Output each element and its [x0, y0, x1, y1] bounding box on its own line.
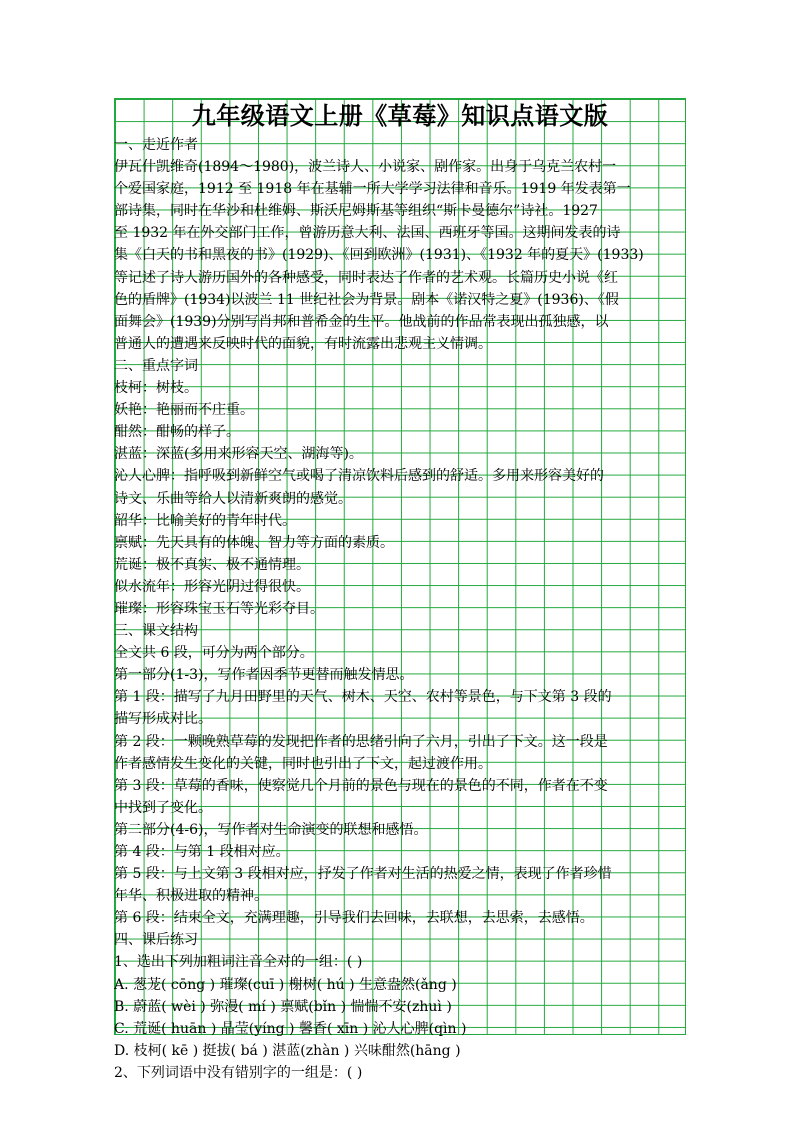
text-line: 第 6 段：结束全文，充满理趣，引导我们去回味，去联想，去思索，去感悟。	[114, 910, 594, 927]
text-line: 诗文、乐曲等给人以清新爽朗的感觉。	[114, 490, 352, 507]
text-line: 面舞会》(1939)分别写肖邦和普希金的生平。他战前的作品常表现出孤独感，以	[114, 313, 609, 330]
text-line: 集《白天的书和黑夜的书》(1929)、《回到欧洲》(1931)、《1932 年的夏天》(1933)	[114, 247, 644, 264]
text-line: 第 5 段：与上文第 3 段相对应，抒发了作者对生活的热爱之情，表现了作者珍惜	[114, 866, 612, 883]
text-line: 第二部分(4-6)，写作者对生命演变的联想和感悟。	[114, 821, 428, 838]
text-line: 部诗集，同时在华沙和杜维姆、斯沃尼姆斯基等组织“斯卡曼德尔”诗社。1927	[114, 203, 598, 220]
text-line: 三、课文结构	[114, 623, 198, 640]
text-line: 沁人心脾：指呼吸到新鲜空气或喝了清凉饮料后感到的舒适。多用来形容美好的	[114, 468, 604, 485]
document-title: 九年级语文上册《草莓》知识点语文版	[191, 101, 609, 130]
text-line: 个爱国家庭，1912 至 1918 年在基辅一所大学学习法律和音乐。1919 年发表第一	[114, 181, 631, 198]
text-line: A. 葱茏( cōng ) 璀璨(cuī ) 榭树( hú ) 生意盎然(ǎng )	[114, 976, 457, 993]
text-line: B. 蔚蓝( wèi ) 弥漫( mí ) 禀赋(bǐn ) 惴惴不安(zhuì )	[114, 998, 452, 1015]
text-line: C. 荒诞( huān ) 晶莹(yíng ) 馨香( xīn ) 沁人心脾(qìn )	[114, 1020, 467, 1037]
text-line: 伊瓦什凯维奇(1894～1980)，波兰诗人、小说家、剧作家。出身于乌克兰农村一	[114, 159, 617, 176]
text-line: 中找到了变化。	[114, 799, 212, 816]
text-line: 四、课后练习	[114, 932, 198, 949]
text-line: 璀璨：形容珠宝玉石等光彩夺目。	[114, 600, 324, 617]
text-line: 妖艳：艳丽而不庄重。	[114, 402, 254, 419]
text-line: 韶华：比喻美好的青年时代。	[114, 512, 296, 529]
text-line: 2、下列词语中没有错别字的一组是：( )	[114, 1064, 363, 1081]
text-line: 一、走近作者	[114, 137, 198, 153]
text-line: 全文共 6 段，可分为两个部分。	[114, 645, 314, 662]
text-line: 描写形成对比。	[114, 711, 212, 728]
text-line: 作者感情发生变化的关键，同时也引出了下文，起过渡作用。	[114, 755, 492, 772]
text-line: 枝柯：树枝。	[114, 380, 198, 397]
text-line: D. 枝柯( kē ) 挺拔( bá ) 湛蓝(zhàn ) 兴味酣然(hāng )	[114, 1042, 461, 1059]
text-line: 等记述了诗人游历国外的各种感受，同时表达了作者的艺术观。长篇历史小说《红	[114, 269, 618, 286]
text-line: 普通人的遭遇来反映时代的面貌，有时流露出悲观主义情调。	[114, 335, 492, 352]
text-line: 湛蓝：深蓝(多用来形容天空、湖海等)。	[114, 446, 363, 463]
text-line: 年华、积极进取的精神。	[114, 888, 268, 905]
text-lines	[114, 134, 686, 1084]
text-line: 色的盾牌》(1934)以波兰 11 世纪社会为背景。剧本《诺汉特之夏》(1936)、《假	[114, 291, 619, 308]
text-line: 二、重点字词	[114, 357, 198, 374]
text-line: 第 1 段：描写了九月田野里的天气、树木、天空、农村等景色，与下文第 3 段的	[114, 689, 612, 706]
text-line: 第 3 段：草莓的香味，使察觉几个月前的景色与现在的景色的不同，作者在不变	[114, 777, 608, 794]
text-line: 至 1932 年在外交部门工作，曾游历意大利、法国、西班牙等国。这期间发表的诗	[114, 225, 621, 242]
text-line: 1、选出下列加粗词注音全对的一组：( )	[114, 954, 363, 971]
document-body	[114, 98, 686, 1084]
text-line: 第 2 段：一颗晚熟草莓的发现把作者的思绪引向了六月，引出了下文。这一段是	[114, 733, 608, 750]
text-line: 禀赋：先天具有的体魄、智力等方面的素质。	[114, 534, 394, 551]
text-line: 第 4 段：与第 1 段相对应。	[114, 844, 290, 860]
text-line: 似水流年：形容光阴过得很快。	[114, 578, 310, 595]
text-line: 第一部分(1-3)，写作者因季节更替而触发情思。	[114, 667, 414, 684]
text-line: 荒诞：极不真实、极不通情理。	[114, 556, 310, 573]
text-line: 酣然：酣畅的样子。	[114, 424, 240, 441]
